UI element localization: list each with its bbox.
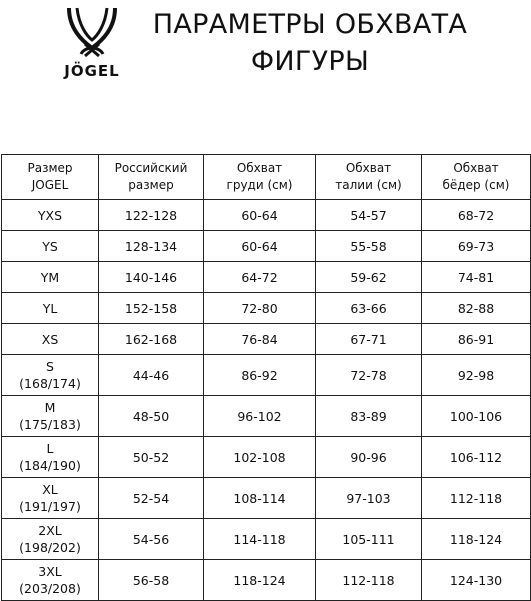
height-range: (175/183) xyxy=(19,417,81,432)
chest-cell: 102-108 xyxy=(204,437,316,478)
column-header-text: бёдер (см) xyxy=(442,178,510,192)
table-row xyxy=(2,519,531,560)
size-cell xyxy=(2,560,99,601)
size-cell xyxy=(2,519,99,560)
size-label: YL xyxy=(42,300,58,316)
waist-cell: 54-57 xyxy=(316,200,422,231)
size-chart-table xyxy=(1,154,531,601)
chest-cell: 86-92 xyxy=(204,355,316,396)
size-cell xyxy=(2,231,99,262)
size-label: XL xyxy=(42,482,58,497)
table-body xyxy=(2,200,531,601)
russian-size-cell: 54-56 xyxy=(99,519,204,560)
height-range: (203/208) xyxy=(19,581,81,596)
jogel-emblem-icon xyxy=(63,6,121,58)
table-row xyxy=(2,231,531,262)
russian-size-cell: 128-134 xyxy=(99,231,204,262)
hips-cell: 82-88 xyxy=(422,293,531,324)
table-row xyxy=(2,200,531,231)
chest-cell: 118-124 xyxy=(204,560,316,601)
table-header xyxy=(2,155,531,200)
russian-size-cell: 140-146 xyxy=(99,262,204,293)
size-label: S xyxy=(46,359,54,374)
chest-cell: 114-118 xyxy=(204,519,316,560)
russian-size-cell: 162-168 xyxy=(99,324,204,355)
russian-size-cell: 56-58 xyxy=(99,560,204,601)
size-cell xyxy=(2,396,99,437)
waist-cell: 97-103 xyxy=(316,478,422,519)
russian-size-cell: 50-52 xyxy=(99,437,204,478)
size-label: L xyxy=(46,441,54,456)
size-label: XS xyxy=(41,331,59,347)
waist-cell: 105-111 xyxy=(316,519,422,560)
page-title-line-1: ПАРАМЕТРЫ ОБХВАТА xyxy=(152,9,468,40)
column-header-text: Обхват xyxy=(236,161,283,175)
waist-cell: 55-58 xyxy=(316,231,422,262)
size-cell xyxy=(2,200,99,231)
chest-cell: 60-64 xyxy=(204,231,316,262)
hips-cell: 106-112 xyxy=(422,437,531,478)
waist-cell: 112-118 xyxy=(316,560,422,601)
height-range: (168/174) xyxy=(19,376,81,391)
table-row xyxy=(2,324,531,355)
table-row xyxy=(2,396,531,437)
size-label: 2XL xyxy=(38,523,62,538)
table-row xyxy=(2,437,531,478)
russian-size-cell: 152-158 xyxy=(99,293,204,324)
hips-cell: 118-124 xyxy=(422,519,531,560)
column-header-text: груди (см) xyxy=(226,178,293,192)
russian-size-cell: 122-128 xyxy=(99,200,204,231)
chest-cell: 64-72 xyxy=(204,262,316,293)
hips-cell: 86-91 xyxy=(422,324,531,355)
page-title xyxy=(150,6,470,80)
hips-cell: 124-130 xyxy=(422,560,531,601)
russian-size-cell: 52-54 xyxy=(99,478,204,519)
table-row xyxy=(2,560,531,601)
column-header-size-jogel xyxy=(2,155,99,200)
hips-cell: 112-118 xyxy=(422,478,531,519)
column-header-text: Российский xyxy=(114,161,188,175)
waist-cell: 72-78 xyxy=(316,355,422,396)
table-row xyxy=(2,262,531,293)
waist-cell: 67-71 xyxy=(316,324,422,355)
table-header-row xyxy=(2,155,531,200)
column-header-waist-girth xyxy=(316,155,422,200)
column-header-hips-girth xyxy=(422,155,531,200)
waist-cell: 90-96 xyxy=(316,437,422,478)
size-label: 3XL xyxy=(38,564,62,579)
chest-cell: 60-64 xyxy=(204,200,316,231)
chest-cell: 96-102 xyxy=(204,396,316,437)
size-cell xyxy=(2,355,99,396)
size-cell xyxy=(2,324,99,355)
column-header-chest-girth xyxy=(204,155,316,200)
size-label: YM xyxy=(40,269,60,285)
column-header-text: Обхват xyxy=(345,161,392,175)
height-range: (191/197) xyxy=(19,499,81,514)
size-cell xyxy=(2,478,99,519)
hips-cell: 69-73 xyxy=(422,231,531,262)
column-header-russian-size xyxy=(99,155,204,200)
column-header-text: JOGEL xyxy=(31,178,69,192)
column-header-text: Размер xyxy=(27,161,73,175)
size-cell xyxy=(2,262,99,293)
size-cell xyxy=(2,437,99,478)
russian-size-cell: 44-46 xyxy=(99,355,204,396)
size-label: M xyxy=(44,400,56,415)
column-header-text: размер xyxy=(128,178,174,192)
russian-size-cell: 48-50 xyxy=(99,396,204,437)
jogel-logo xyxy=(52,6,132,82)
table-row xyxy=(2,478,531,519)
table-row xyxy=(2,293,531,324)
page-title-line-2: ФИГУРЫ xyxy=(250,46,370,77)
size-cell xyxy=(2,293,99,324)
chest-cell: 76-84 xyxy=(204,324,316,355)
hips-cell: 74-81 xyxy=(422,262,531,293)
waist-cell: 59-62 xyxy=(316,262,422,293)
height-range: (184/190) xyxy=(19,458,81,473)
height-range: (198/202) xyxy=(19,540,81,555)
hips-cell: 100-106 xyxy=(422,396,531,437)
column-header-text: талии (см) xyxy=(335,178,402,192)
waist-cell: 83-89 xyxy=(316,396,422,437)
chest-cell: 72-80 xyxy=(204,293,316,324)
column-header-text: Обхват xyxy=(453,161,499,175)
logo-wordmark: JÖGEL xyxy=(64,62,120,80)
table-row xyxy=(2,355,531,396)
waist-cell: 63-66 xyxy=(316,293,422,324)
chest-cell: 108-114 xyxy=(204,478,316,519)
hips-cell: 92-98 xyxy=(422,355,531,396)
size-label: YXS xyxy=(37,207,63,223)
hips-cell: 68-72 xyxy=(422,200,531,231)
size-label: YS xyxy=(42,238,58,254)
